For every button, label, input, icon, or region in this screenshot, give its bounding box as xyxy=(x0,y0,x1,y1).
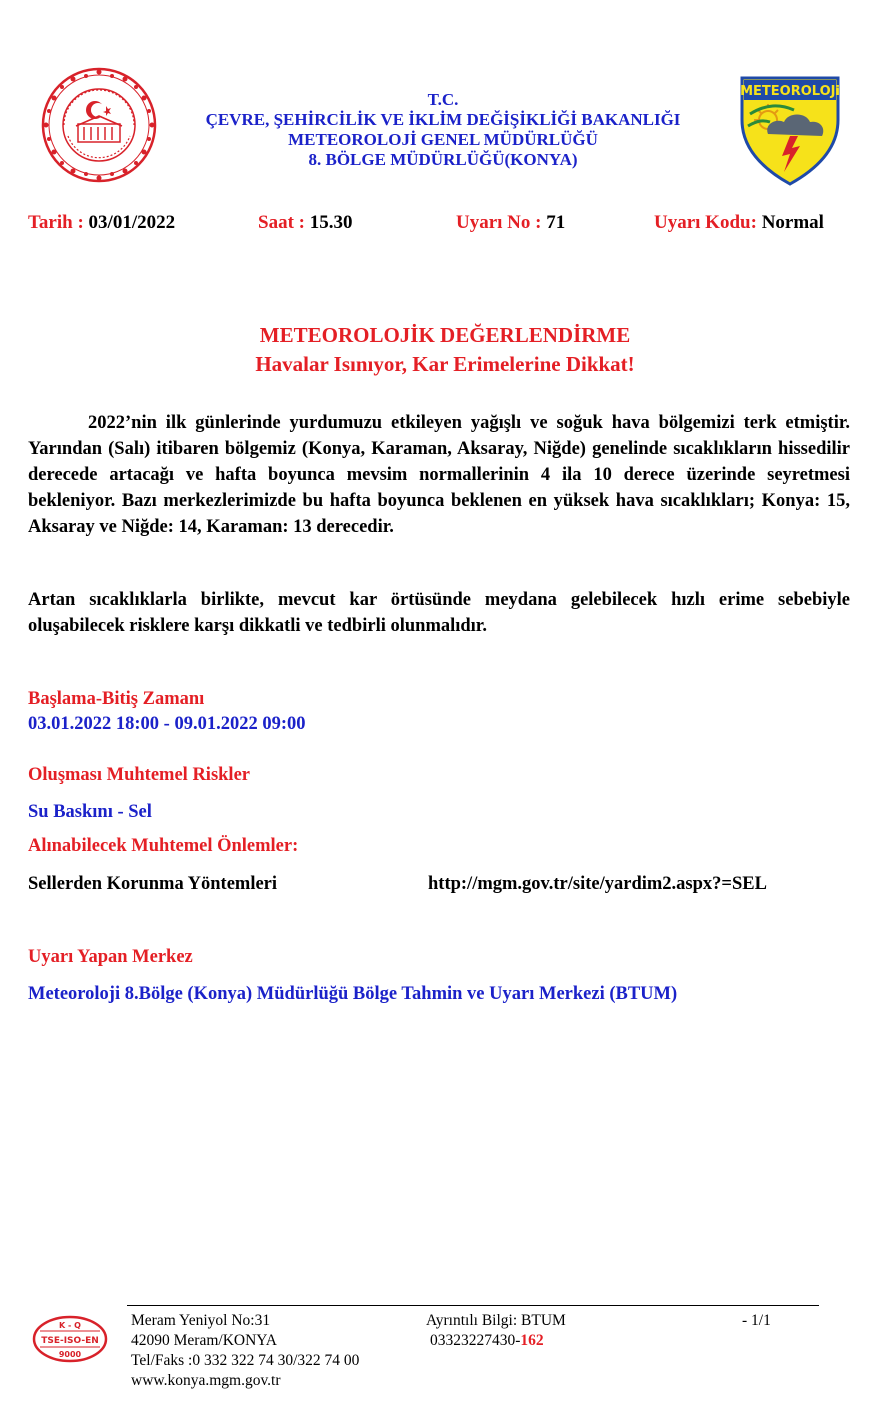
footer-info-phone: 03323227430- xyxy=(430,1332,521,1349)
warning-code-value: Normal xyxy=(761,212,824,233)
footer-address-1: Meram Yeniyol No:31 xyxy=(131,1312,271,1329)
footer-info-contact xyxy=(430,1331,544,1351)
time-value: 15.30 xyxy=(309,212,353,233)
tse-iso-logo xyxy=(30,1313,110,1365)
footer-phone: Tel/Faks :0 332 322 74 30/322 74 00 xyxy=(131,1352,360,1369)
center-value: Meteoroloji 8.Bölge (Konya) Müdürlüğü Bölge Tahmin ve Uyarı Merkezi (BTUM) xyxy=(28,984,678,1004)
period-label: Başlama-Bitiş Zamanı xyxy=(28,689,205,709)
date-label: Tarih : xyxy=(28,212,89,233)
time-field xyxy=(258,212,352,234)
meteorology-shield-logo xyxy=(738,74,842,186)
meteorology-logo-text: METEOROLOJi xyxy=(740,84,840,99)
warning-code-field xyxy=(654,212,824,234)
assessment-paragraph-1: 2022’nin ilk günlerinde yurdumuzu etkileyen yağışlı ve soğuk hava bölgemizi terk etmiştir. Yarından (Salı) itibaren bölgemiz (Konya, Karaman, Aksaray, Niğde) genelinde sıcaklıkların hissedilir derecede artacağı ve hafta boyunca mevsim normallerinin 4 ila 10 derece üzerinde seyretmesi bekleniyor. Bazı merkezlerimizde bu hafta boyunca beklenen en yüksek hava sıcaklıkları; Konya: 15, Aksaray ve Niğde: 14, Karaman: 13 derecedir. xyxy=(28,413,850,537)
date-field xyxy=(28,212,175,234)
footer-divider xyxy=(127,1305,819,1306)
date-value: 03/01/2022 xyxy=(88,212,176,233)
warning-no-value: 71 xyxy=(546,212,566,233)
warning-code-label: Uyarı Kodu: xyxy=(654,212,762,233)
measures-text: Sellerden Korunma Yöntemleri xyxy=(28,874,278,894)
risks-value: Su Baskını - Sel xyxy=(28,802,152,822)
footer-address-2: 42090 Meram/KONYA xyxy=(131,1332,277,1349)
time-label: Saat : xyxy=(258,212,310,233)
header-region: 8. BÖLGE MÜDÜRLÜĞÜ(KONYA) xyxy=(308,150,578,169)
document-title: METEOROLOJİK DEĞERLENDİRME xyxy=(259,323,631,347)
header-tc: T.C. xyxy=(427,90,459,109)
tse-9000-text: 9000 xyxy=(58,1350,82,1359)
ministry-seal-logo xyxy=(40,66,158,184)
footer-info-label: Ayrıntılı Bilgi: BTUM xyxy=(426,1312,566,1329)
assessment-paragraph-2: Artan sıcaklıklarla birlikte, mevcut kar örtüsünde meydana gelebilecek hızlı erime sebebiyle oluşabilecek risklere karşı dikkatli ve tedbirli olunmalıdır. xyxy=(28,590,850,636)
tse-kq-text: K - Q xyxy=(59,1321,81,1330)
footer-website[interactable]: www.konya.mgm.gov.tr xyxy=(131,1372,281,1389)
center-label: Uyarı Yapan Merkez xyxy=(28,947,193,967)
page-number: - 1/1 xyxy=(742,1312,771,1329)
header-directorate: METEOROLOJİ GENEL MÜDÜRLÜĞÜ xyxy=(288,130,598,149)
tse-iso-text: TSE-ISO-EN xyxy=(41,1336,99,1346)
measures-label: Alınabilecek Muhtemel Önlemler: xyxy=(28,836,299,856)
warning-no-field xyxy=(456,212,565,234)
period-value: 03.01.2022 18:00 - 09.01.2022 09:00 xyxy=(28,714,306,734)
footer-info-ext: 162 xyxy=(520,1332,544,1349)
measures-link[interactable]: http://mgm.gov.tr/site/yardim2.aspx?=SEL xyxy=(428,874,767,894)
header-ministry: ÇEVRE, ŞEHİRCİLİK VE İKLİM DEĞİŞİKLİĞİ BAKANLIĞI xyxy=(205,110,681,129)
document-subtitle: Havalar Isınıyor, Kar Erimelerine Dikkat! xyxy=(255,352,635,376)
warning-no-label: Uyarı No : xyxy=(456,212,547,233)
risks-label: Oluşması Muhtemel Riskler xyxy=(28,765,250,785)
